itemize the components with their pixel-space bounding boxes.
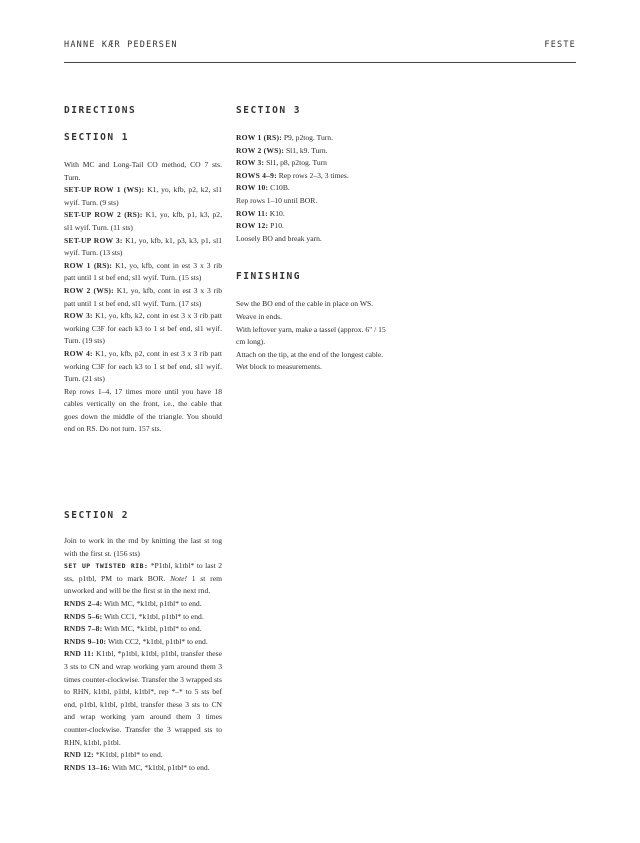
section-2-intro: Join to work in the rnd by knitting the last st tog with the first st. (156 sts) (64, 536, 222, 558)
note-label: Note! (170, 573, 187, 583)
row-label: RNDS 2–4: (64, 599, 103, 609)
instruction-row (236, 132, 394, 145)
finishing-line: Sew the BO end of the cable in place on WS. Weave in ends. (236, 299, 374, 321)
section-1-body (64, 159, 222, 436)
section-2-setup (64, 560, 222, 598)
row-text: *K1tbl, p1tbl* to end. (93, 750, 163, 760)
instruction-row (64, 235, 222, 260)
instruction-row (236, 220, 394, 233)
row-text: With MC, *k1tbl, p1tbl* to end. (102, 599, 202, 609)
section-3-rows (236, 132, 394, 245)
row-text: With CC2, *k1tbl, p1tbl* to end. (106, 636, 208, 646)
section-2-rows (64, 598, 222, 774)
row-text: With MC, *k1tbl, p1tbl* to end. (110, 762, 210, 772)
directions-heading: DIRECTIONS (64, 105, 137, 116)
instruction-row (64, 648, 222, 749)
row-text: K1, yo, kfb, p1, k3, p2, sl1 wyif. Turn. (11 sts) (64, 210, 222, 232)
row-text: P10. (268, 221, 284, 231)
instruction-row (236, 233, 394, 246)
instruction-row (64, 184, 222, 209)
instruction-row (236, 170, 394, 183)
instruction-row (64, 598, 222, 611)
author-name: HANNE KÆR PEDERSEN (64, 40, 178, 50)
row-text: K10. (267, 208, 285, 218)
pattern-title: FESTE (544, 40, 576, 50)
row-label: ROW 4: (64, 348, 93, 358)
row-text: Loosely BO and break yarn. (236, 233, 322, 243)
section-1-rows (64, 184, 222, 386)
row-label: ROWS 4–9: (236, 170, 277, 180)
row-label: ROW 2 (WS): (236, 145, 285, 155)
row-label: RND 11: (64, 649, 94, 659)
row-text: C10B. (268, 183, 290, 193)
row-text: Rep rows 1–10 until BOR. (236, 195, 318, 205)
row-label: ROW 3: (236, 158, 265, 168)
instruction-row (64, 611, 222, 624)
instruction-row (64, 749, 222, 762)
row-text: K1tbl, *p1tbl, k1tbl, p1tbl, transfer these 3 sts to CN and wrap working yarn around them 3 times counter-clockwise. Transfer the 3 wrapped sts to RHN, k1tbl, p1tbl, k1tbl*, rep *–* to 5 sts bef end, p1tbl, k1tbl, p1tbl, transfer these 3 sts to CN and wrap working yarn around them 3 times counter-clockwise. Transfer the 3 wrapped sts to RHN, k1tbl, p1tbl. (64, 649, 222, 747)
row-text: With MC, *k1tbl, p1tbl* to end. (102, 624, 202, 634)
row-label: ROW 1 (RS): (64, 260, 113, 270)
instruction-row (236, 182, 394, 195)
row-text: K1, yo, kfb, p2, k2, sl1 wyif. Turn. (9 sts) (64, 185, 223, 207)
instruction-row (236, 145, 394, 158)
row-label: ROW 10: (236, 183, 269, 193)
section-1-intro: With MC and Long-Tail CO method, CO 7 sts. Turn. (64, 160, 222, 182)
finishing-line: Attach on the tip, at the end of the longest cable. (236, 349, 384, 359)
instruction-row (64, 623, 222, 636)
instruction-row (236, 157, 394, 170)
left-column (64, 105, 222, 774)
row-label: RNDS 9–10: (64, 636, 107, 646)
instruction-row (236, 208, 394, 221)
row-label: RNDS 7–8: (64, 624, 103, 634)
row-label: ROW 12: (236, 221, 269, 231)
row-label: ROW 1 (RS): (236, 133, 282, 142)
section-2-heading: SECTION 2 (64, 510, 129, 522)
row-text: Sl1, k9. Turn. (284, 145, 328, 155)
row-text: K1, yo, kfb, k2, cont in est 3 x 3 rib patt working C3F for each k3 to 1 st bef end, sl1 wyif. Turn. (19 sts) (64, 311, 222, 346)
row-label: ROW 11: (236, 208, 268, 218)
finishing-heading: FINISHING (236, 271, 301, 283)
row-label: ROW 3: (64, 311, 93, 321)
section-3-heading: SECTION 3 (236, 105, 301, 116)
row-text: K1, yo, kfb, cont in est 3 x 3 rib patt until 1 st bef end, sl1 wyif. Turn. (15 sts) (64, 260, 222, 283)
section-1-heading: SECTION 1 (64, 132, 129, 143)
section-1-outro: Rep rows 1–4, 17 times more until you have 18 cables vertically on the front, i.e., the cable that goes down the middle of the triangle. You should end on RS. Do not turn. 157 sts. (64, 386, 222, 434)
instruction-row (64, 348, 222, 386)
row-text: K1, yo, kfb, k1, p3, k3, p1, sl1 wyif. Turn. (13 sts) (64, 235, 222, 258)
right-column (236, 105, 394, 374)
finishing-line: With leftover yarn, make a tassel (approx. 6" / 15 cm long). (236, 324, 386, 347)
note-text: 1 st rem unworked and will be the first st in the next rnd. (64, 573, 222, 596)
row-label: ROW 2 (WS): (64, 285, 114, 295)
instruction-row (64, 310, 222, 348)
instruction-row (64, 636, 222, 649)
instruction-row (236, 195, 394, 208)
row-text: With CC1, *k1tbl, p1tbl* to end. (102, 611, 204, 621)
instruction-row (64, 209, 222, 234)
header-rule (64, 62, 576, 63)
section-2-body (64, 535, 222, 774)
setup-text: *P1tbl, k1tbl* to last 2 sts, p1tbl, PM to mark BOR. (64, 561, 222, 583)
finishing-body (236, 298, 394, 374)
instruction-row (64, 260, 222, 285)
row-text: Sl1, p8, p2tog. Turn (264, 158, 327, 168)
finishing-line: Wet block to measurements. (236, 362, 322, 372)
row-label: RNDS 5–6: (64, 611, 103, 621)
setup-label: SET UP TWISTED RIB: (64, 562, 149, 571)
row-label: SET-UP ROW 3: (64, 235, 123, 245)
row-text: K1, yo, kfb, cont in est 3 x 3 rib patt until 1 st bef end, sl1 wyif. Turn. (17 sts) (64, 285, 223, 308)
row-label: SET-UP ROW 1 (WS): (64, 185, 145, 195)
instruction-row (64, 285, 222, 310)
row-label: RNDS 13–16: (64, 762, 111, 772)
instruction-row (64, 762, 222, 775)
row-text: Rep rows 2–3, 3 times. (276, 170, 349, 180)
row-label: SET-UP ROW 2 (RS): (64, 210, 143, 220)
row-label: RND 12: (64, 750, 94, 760)
row-text: P9, p2tog. Turn. (281, 133, 334, 142)
row-text: K1, yo, kfb, p2, cont in est 3 x 3 rib patt working C3F for each k3 to 1 st bef end, sl1 wyif. Turn. (21 sts) (64, 348, 222, 384)
